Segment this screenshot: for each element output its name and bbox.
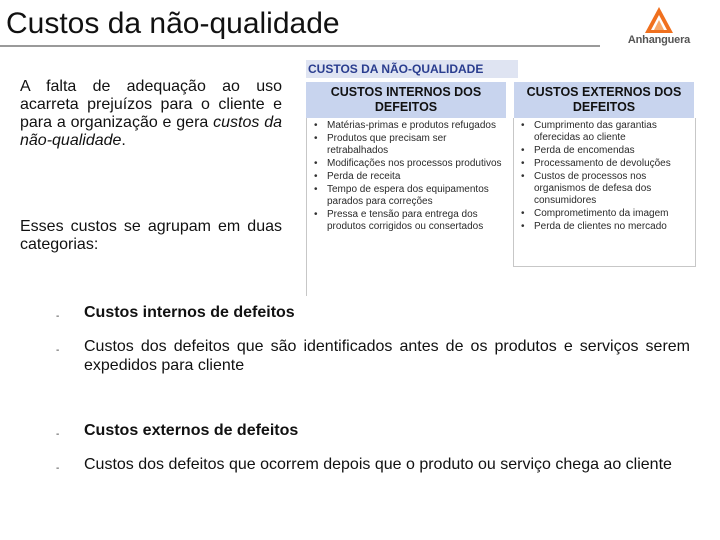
intro-paragraph — [20, 78, 282, 150]
internal-costs-header: CUSTOS INTERNOS DOS DEFEITOS — [306, 82, 506, 118]
list-item: • Matérias-primas e produtos refugados — [313, 120, 507, 132]
internal-costs-list — [307, 118, 507, 233]
slide-title: Custos da não-qualidade — [6, 7, 340, 40]
costs-figure — [306, 60, 702, 296]
list-item: • Produtos que precisam ser retrabalhados — [313, 133, 507, 157]
external-costs-column — [513, 118, 696, 267]
title-divider — [0, 45, 600, 47]
list-item: • Cumprimento das garantias oferecidas ao cliente — [520, 120, 695, 144]
bullet-mark: - — [56, 429, 60, 440]
external-costs-header: CUSTOS EXTERNOS DOS DEFEITOS — [514, 82, 694, 118]
intro-text: A falta de adequação ao uso acarreta prejuízos para o cliente e para a organização e gera — [20, 78, 282, 131]
bullet-text: Custos internos de defeitos — [84, 304, 295, 321]
list-item: • Pressa e tensão para entrega dos produtos corrigidos ou consertados — [313, 209, 507, 233]
figure-title: CUSTOS DA NÃO-QUALIDADE — [306, 60, 518, 78]
list-item: • Perda de clientes no mercado — [520, 221, 695, 233]
bullet-mark: - — [56, 311, 60, 322]
intro-emphasis: custos da não-qualidade — [20, 114, 283, 149]
internal-costs-column — [306, 118, 507, 296]
list-item: • Perda de receita — [313, 171, 507, 183]
list-item: • Processamento de devoluções — [520, 158, 695, 170]
list-item: • Comprometimento da imagem — [520, 208, 695, 220]
external-costs-list — [514, 118, 695, 233]
intro-end: . — [121, 132, 126, 149]
list-item: • Custos de processos nos organismos de defesa dos consumidores — [520, 171, 695, 207]
bullet-text: Custos dos defeitos que ocorrem depois que o produto ou serviço chega ao cliente — [84, 456, 672, 473]
list-item: • Perda de encomendas — [520, 145, 695, 157]
bullet-mark: - — [56, 463, 60, 474]
logo-mark-icon — [644, 6, 674, 34]
list-item: • Tempo de espera dos equipamentos parados para correções — [313, 184, 507, 208]
list-item: • Modificações nos processos produtivos — [313, 158, 507, 170]
categories-paragraph: Esses custos se agrupam em duas categorias: — [20, 218, 282, 253]
bullet-mark: - — [56, 345, 60, 356]
logo-text: Anhanguera — [627, 34, 691, 46]
bullet-text: Custos dos defeitos que são identificados antes de os produtos e serviços serem expedidos para cliente — [84, 338, 690, 374]
bullet-text: Custos externos de defeitos — [84, 422, 299, 439]
anhanguera-logo — [604, 6, 714, 50]
